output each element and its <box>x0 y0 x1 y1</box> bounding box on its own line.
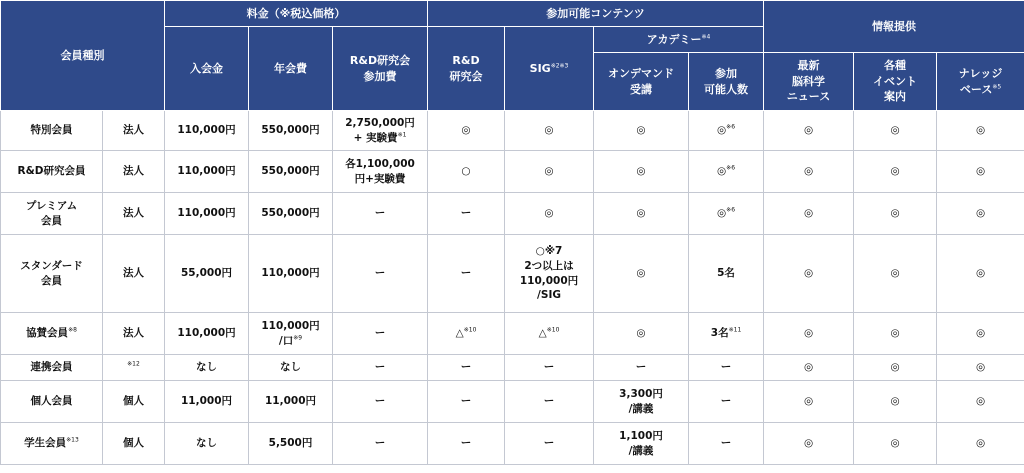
cell-line: 個人 <box>123 437 144 450</box>
fee-group-header <box>165 1 428 27</box>
member-kind-cell <box>103 193 165 235</box>
cell-line: 1,100円 <box>619 429 663 442</box>
table-cell <box>428 193 505 235</box>
table-cell <box>165 381 249 423</box>
table-cell <box>165 193 249 235</box>
table-cell <box>937 111 1024 151</box>
table-cell <box>764 381 854 423</box>
table-cell <box>333 381 428 423</box>
cell-line: ベース <box>959 82 993 96</box>
table-cell <box>854 355 937 381</box>
cell-line: ◎ <box>890 395 900 408</box>
cell-line: ー <box>720 437 732 450</box>
cell-line: 11,000円 <box>180 395 233 408</box>
member-name-cell <box>1 111 103 151</box>
cell-line: SIG <box>529 61 551 75</box>
footnote-ref: ※9 <box>293 334 303 341</box>
member-kind-cell <box>103 235 165 313</box>
table-cell <box>505 381 594 423</box>
cell-line: 会員 <box>41 274 62 287</box>
table-cell <box>249 111 333 151</box>
table-row <box>1 381 1024 423</box>
table-row <box>1 235 1024 313</box>
cell-line: 参加費 <box>363 69 397 83</box>
cell-line: ー <box>543 395 555 408</box>
cell-line: 5,500円 <box>268 437 313 450</box>
cell-line: ー <box>635 361 647 374</box>
footnote-ref: ※13 <box>66 436 79 444</box>
cell-line: ー <box>374 361 386 374</box>
cell-line: ◎ <box>717 124 727 137</box>
cell-line: なし <box>196 437 217 450</box>
cell-line: ◎ <box>544 207 554 220</box>
cell-line: ◎ <box>890 361 900 374</box>
table-cell <box>505 193 594 235</box>
table-cell <box>689 193 764 235</box>
sig-header <box>505 27 594 111</box>
cell-line: ◎ <box>803 207 814 220</box>
table-cell <box>594 355 689 381</box>
cell-line: 各種 <box>884 59 907 73</box>
cell-line: 110,000円 <box>261 319 320 332</box>
cell-line: 個人 <box>123 395 144 408</box>
cell-line: ー <box>374 437 386 450</box>
cell-line: 脳科学 <box>792 74 826 88</box>
cell-line: 550,000円 <box>261 124 320 137</box>
cell-line: ◎ <box>636 327 646 340</box>
cell-line: なし <box>196 361 217 374</box>
cell-line: 110,000円 <box>519 274 579 287</box>
table-cell <box>428 381 505 423</box>
footnote-ref: ※1 <box>397 131 407 138</box>
cell-line: /SIG <box>537 289 561 302</box>
cell-line: △ <box>538 327 547 340</box>
footnote-ref: ※6 <box>726 164 736 172</box>
member-kind-cell <box>103 381 165 423</box>
table-cell <box>594 235 689 313</box>
cell-line: ー <box>460 267 472 280</box>
member-name-cell <box>1 423 103 465</box>
content-group-header <box>428 1 764 27</box>
footnote-ref: ※5 <box>992 82 1002 90</box>
cell-line: 55,000円 <box>180 267 233 280</box>
member-kind-cell <box>103 111 165 151</box>
table-cell <box>594 381 689 423</box>
table-cell <box>764 355 854 381</box>
cell-line: 案内 <box>884 90 907 104</box>
table-cell <box>594 193 689 235</box>
table-cell <box>854 313 937 355</box>
cell-line: 可能人数 <box>704 82 749 96</box>
cell-line: ◎ <box>890 327 900 340</box>
table-row <box>1 313 1024 355</box>
cell-line: ◎ <box>803 267 814 280</box>
annual-fee-header <box>249 27 333 111</box>
table-cell <box>428 111 505 151</box>
table-cell <box>249 423 333 465</box>
footnote-ref: ※6 <box>726 123 736 131</box>
cell-line: ー <box>543 361 555 374</box>
cell-line: ◎ <box>975 124 986 137</box>
table-cell <box>937 235 1024 313</box>
table-cell <box>764 111 854 151</box>
cell-line: /講義 <box>628 402 654 415</box>
cell-line: 会員 <box>41 214 62 227</box>
table-cell <box>428 313 505 355</box>
cell-line: ◎ <box>975 207 986 220</box>
table-cell <box>689 235 764 313</box>
table-cell <box>594 313 689 355</box>
footnote-ref: ※10 <box>546 326 560 334</box>
cell-line: 550,000円 <box>261 207 320 220</box>
cell-line: 各1,100,000 <box>345 157 415 170</box>
cell-line: プレミアム <box>25 199 78 212</box>
cell-text: 会員種別 <box>60 48 105 62</box>
table-cell <box>689 151 764 193</box>
cell-line: 年会費 <box>274 61 307 75</box>
table-cell <box>165 111 249 151</box>
cell-line: 110,000円 <box>177 165 236 178</box>
cell-line: 5名 <box>717 267 735 280</box>
table-row <box>1 423 1024 465</box>
cell-line: R&D研究会員 <box>17 165 86 178</box>
table-cell <box>854 235 937 313</box>
cell-line: 法人 <box>123 267 144 280</box>
cell-line: 11,000円 <box>264 395 317 408</box>
cell-line: ー <box>720 361 732 374</box>
cell-line: 550,000円 <box>261 165 320 178</box>
member-kind-cell <box>103 355 165 381</box>
member-name-cell <box>1 193 103 235</box>
cell-line: + 実験費 <box>353 131 398 144</box>
cell-line: 入会金 <box>190 61 223 75</box>
cell-line: 2つ以上は <box>524 259 574 272</box>
events-header <box>854 53 937 111</box>
table-cell <box>764 151 854 193</box>
cell-line: イベント <box>873 74 918 88</box>
table-cell <box>428 151 505 193</box>
table-cell <box>249 313 333 355</box>
table-cell <box>937 193 1024 235</box>
cell-line: オンデマンド <box>608 67 675 81</box>
academy-header <box>594 27 764 53</box>
cell-line: 3名 <box>710 327 729 340</box>
table-cell <box>764 313 854 355</box>
cell-line: 学生会員 <box>24 437 67 450</box>
member-name-cell <box>1 151 103 193</box>
table-cell <box>854 111 937 151</box>
knowledge-base-header <box>937 53 1024 111</box>
cell-line: 110,000円 <box>177 327 236 340</box>
cell-line: ◎ <box>975 165 986 178</box>
cell-line: ー <box>374 395 386 408</box>
cell-line: ◎ <box>544 124 554 137</box>
cell-line: 法人 <box>123 327 144 340</box>
cell-text: 情報提供 <box>872 19 917 33</box>
table-cell <box>854 151 937 193</box>
table-cell <box>594 111 689 151</box>
member-name-cell <box>1 235 103 313</box>
table-cell <box>594 151 689 193</box>
table-cell <box>333 111 428 151</box>
cell-line: ◎ <box>975 395 986 408</box>
cell-line: ー <box>374 207 386 220</box>
table-cell <box>165 313 249 355</box>
cell-line: 3,300円 <box>619 387 663 400</box>
cell-line: ○ <box>461 165 471 178</box>
table-cell <box>854 381 937 423</box>
cell-line: ◎ <box>890 437 900 450</box>
cell-line: ◎ <box>461 124 471 137</box>
member-name-cell <box>1 381 103 423</box>
table-cell <box>249 235 333 313</box>
cell-line: ◎ <box>636 207 646 220</box>
cell-line: 110,000円 <box>261 267 320 280</box>
cell-line: R&D <box>452 54 480 68</box>
cell-line: ○※7 <box>535 245 563 258</box>
cell-line: ◎ <box>803 437 814 450</box>
member-kind-cell <box>103 423 165 465</box>
cell-line: ◎ <box>803 395 814 408</box>
table-cell <box>333 193 428 235</box>
table-row <box>1 193 1024 235</box>
cell-line: ー <box>460 395 472 408</box>
cell-line: ◎ <box>803 361 814 374</box>
cell-line: ◎ <box>636 124 646 137</box>
table-cell <box>428 423 505 465</box>
cell-text: 参加可能コンテンツ <box>546 6 645 20</box>
member-kind-cell <box>103 151 165 193</box>
table-row <box>1 111 1024 151</box>
cell-text: 料金（※税込価格） <box>246 6 346 20</box>
cell-line: ◎ <box>975 267 986 280</box>
table-cell <box>333 423 428 465</box>
footnote-ref: ※6 <box>726 206 736 214</box>
cell-line: ◎ <box>636 267 646 280</box>
table-cell <box>689 381 764 423</box>
table-cell <box>689 111 764 151</box>
table-cell <box>764 193 854 235</box>
cell-line: ◎ <box>975 327 986 340</box>
table-cell <box>689 423 764 465</box>
cell-line: 2,750,000円 <box>345 116 415 129</box>
cell-text: アカデミー <box>646 32 702 46</box>
table-cell <box>428 355 505 381</box>
cell-line: ー <box>374 267 386 280</box>
table-cell <box>689 313 764 355</box>
table-cell <box>505 151 594 193</box>
member-kind-cell <box>103 313 165 355</box>
cell-line: ◎ <box>803 165 814 178</box>
table-row <box>1 151 1024 193</box>
brain-news-header <box>764 53 854 111</box>
footnote-ref: ※4 <box>701 33 711 41</box>
table-cell <box>333 151 428 193</box>
cell-line: ◎ <box>803 327 814 340</box>
cell-line: 110,000円 <box>177 124 236 137</box>
cell-line: ◎ <box>717 165 727 178</box>
cell-line: ◎ <box>890 165 900 178</box>
cell-line: ◎ <box>717 207 727 220</box>
member-name-cell <box>1 313 103 355</box>
member-name-cell <box>1 355 103 381</box>
cell-line: ◎ <box>636 165 646 178</box>
cell-line: ー <box>460 361 472 374</box>
cell-line: /講義 <box>628 444 654 457</box>
table-cell <box>505 355 594 381</box>
table-cell <box>937 381 1024 423</box>
table-cell <box>249 193 333 235</box>
cell-line: 受講 <box>630 82 653 96</box>
cell-line: 参加 <box>715 67 738 81</box>
on-demand-header <box>594 53 689 111</box>
table-cell <box>333 313 428 355</box>
capacity-header <box>689 53 764 111</box>
table-cell <box>165 423 249 465</box>
cell-line: 円+実験費 <box>354 172 406 185</box>
table-cell <box>854 193 937 235</box>
cell-line: ◎ <box>975 361 986 374</box>
table-cell <box>764 423 854 465</box>
cell-line: スタンダード <box>20 259 83 272</box>
table-cell <box>937 313 1024 355</box>
footnote-ref: ※2※3 <box>550 62 569 70</box>
cell-line: なし <box>280 361 301 374</box>
cell-line: 連携会員 <box>30 361 73 374</box>
member-type-header <box>1 1 165 111</box>
rd-participation-fee-header <box>333 27 428 111</box>
cell-line: △ <box>455 327 464 340</box>
cell-line: ◎ <box>890 124 900 137</box>
table-cell <box>689 355 764 381</box>
table-cell <box>165 235 249 313</box>
cell-line: 法人 <box>123 165 144 178</box>
table-cell <box>937 423 1024 465</box>
cell-line: 最新 <box>797 59 820 73</box>
cell-line: ニュース <box>786 90 831 104</box>
cell-line: ◎ <box>890 267 900 280</box>
table-cell <box>505 313 594 355</box>
cell-line: 研究会 <box>449 69 483 83</box>
cell-line: 法人 <box>123 124 144 137</box>
table-cell <box>428 235 505 313</box>
cell-line: 個人会員 <box>30 395 73 408</box>
table-cell <box>165 355 249 381</box>
footnote-ref: ※10 <box>463 326 477 334</box>
table-cell <box>937 151 1024 193</box>
footnote-ref: ※8 <box>68 326 77 334</box>
table-cell <box>333 355 428 381</box>
cell-line: ー <box>460 207 472 220</box>
table-cell <box>505 423 594 465</box>
cell-line: ◎ <box>890 207 900 220</box>
info-group-header <box>764 1 1024 53</box>
cell-line: ナレッジ <box>958 67 1003 81</box>
cell-line: R&D研究会 <box>349 54 411 68</box>
cell-line: ◎ <box>544 165 554 178</box>
table-cell <box>165 151 249 193</box>
cell-line: /口 <box>278 334 294 347</box>
footnote-ref: ※12 <box>127 360 140 368</box>
cell-line: 法人 <box>123 207 144 220</box>
table-cell <box>854 423 937 465</box>
table-row <box>1 355 1024 381</box>
cell-line: ー <box>543 437 555 450</box>
cell-line: 110,000円 <box>177 207 236 220</box>
table-body <box>1 111 1024 465</box>
cell-line: ◎ <box>975 437 986 450</box>
table-cell <box>764 235 854 313</box>
cell-line: ◎ <box>803 124 814 137</box>
table-cell <box>505 235 594 313</box>
cell-line: ー <box>374 327 386 340</box>
entry-fee-header <box>165 27 249 111</box>
cell-line: ー <box>460 437 472 450</box>
table-cell <box>249 151 333 193</box>
footnote-ref: ※11 <box>728 326 742 334</box>
table-cell <box>249 381 333 423</box>
table-cell <box>249 355 333 381</box>
cell-line: 特別会員 <box>30 124 73 137</box>
cell-line: 協賛会員 <box>26 327 69 340</box>
table-cell <box>594 423 689 465</box>
cell-line: ー <box>720 395 732 408</box>
rd-header <box>428 27 505 111</box>
table-cell <box>505 111 594 151</box>
table-cell <box>937 355 1024 381</box>
table-cell <box>333 235 428 313</box>
